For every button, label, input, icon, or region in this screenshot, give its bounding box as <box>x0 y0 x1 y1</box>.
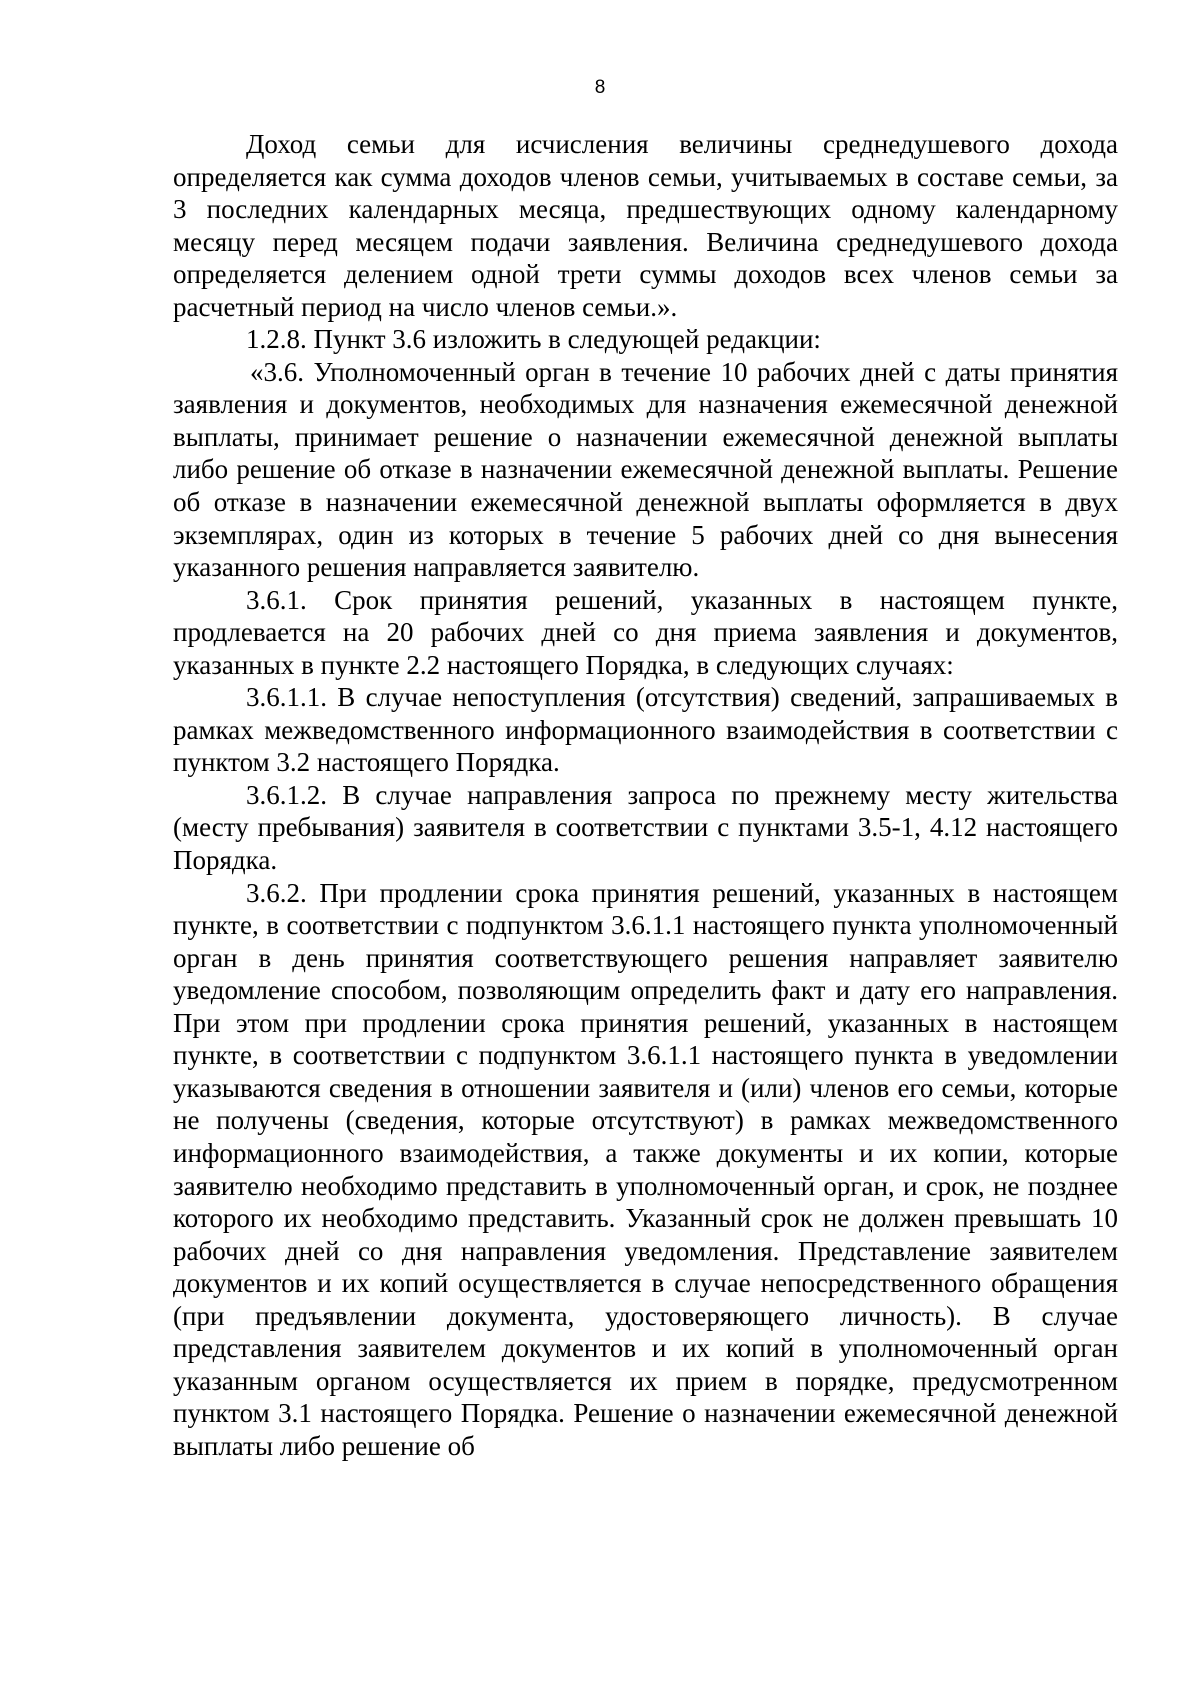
paragraph-3-6-1-1: 3.6.1.1. В случае непоступления (отсутствия) сведений, запрашиваемых в рамках межведомственного информационного взаимодействия в соответствии с пунктом 3.2 настоящего Порядка. <box>173 682 1118 778</box>
paragraph-3-6-1: 3.6.1. Срок принятия решений, указанных в настоящем пункте, продлевается на 20 рабочих дней со дня приема заявления и документов, указанных в пункте 2.2 настоящего Порядка, в следующих случаях: <box>173 584 1118 680</box>
paragraph-3-6-1-2: 3.6.1.2. В случае направления запроса по прежнему месту жительства (месту пребывания) заявителя в соответствии с пунктами 3.5-1, 4.12 настоящего Порядка. <box>173 779 1118 876</box>
paragraph-income-definition: Доход семьи для исчисления величины среднедушевого дохода определяется как сумма доходов членов семьи, учитываемых в составе семьи, за 3 последних календарных месяца, предшествующих одному календарному месяцу перед месяцем подачи заявления. Величина среднедушевого дохода определяется делением одной трети суммы доходов всех членов семьи за расчетный период на число членов семьи.». <box>173 129 1118 322</box>
paragraph-3-6: «3.6. Уполномоченный орган в течение 10 рабочих дней с даты принятия заявления и документов, необходимых для назначения ежемесячной денежной выплаты, принимает решение о назначении ежемесячной денежной выплаты либо решение об отказе в назначении ежемесячной денежной выплаты. Решение об отказе в назначении ежемесячной денежной выплаты оформляется в двух экземплярах, один из которых в течение 5 рабочих дней со дня вынесения указанного решения направляется заявителю. <box>173 356 1118 583</box>
page-number: 8 <box>594 77 606 98</box>
paragraph-1-2-8: 1.2.8. Пункт 3.6 изложить в следующей редакции: <box>246 324 821 355</box>
document-body <box>173 128 1118 1462</box>
paragraph-3-6-2: 3.6.2. При продлении срока принятия решений, указанных в настоящем пункте, в соответствии с подпунктом 3.6.1.1 настоящего пункта уполномоченный орган в день принятия соответствующего решения направляет заявителю уведомление способом, позволяющим определить факт и дату его направления. При этом при продлении срока принятия решений, указанных в настоящем пункте, в соответствии с подпунктом 3.6.1.1 настоящего пункта в уведомлении указываются сведения в отношении заявителя и (или) членов его семьи, которые не получены (сведения, которые отсутствуют) в рамках межведомственного информационного взаимодействия, а также документы и их копии, которые заявителю необходимо представить в уполномоченный орган, и срок, не позднее которого их необходимо представить. Указанный срок не должен превышать 10 рабочих дней со дня направления уведомления. Представление заявителем документов и их копий осуществляется в случае непосредственного обращения (при предъявлении документа, удостоверяющего личность). В случае представления заявителем документов и их копий в уполномоченный орган указанным органом осуществляется их прием в порядке, предусмотренном пунктом 3.1 настоящего Порядка. Решение о назначении ежемесячной денежной выплаты либо решение об <box>173 877 1118 1461</box>
